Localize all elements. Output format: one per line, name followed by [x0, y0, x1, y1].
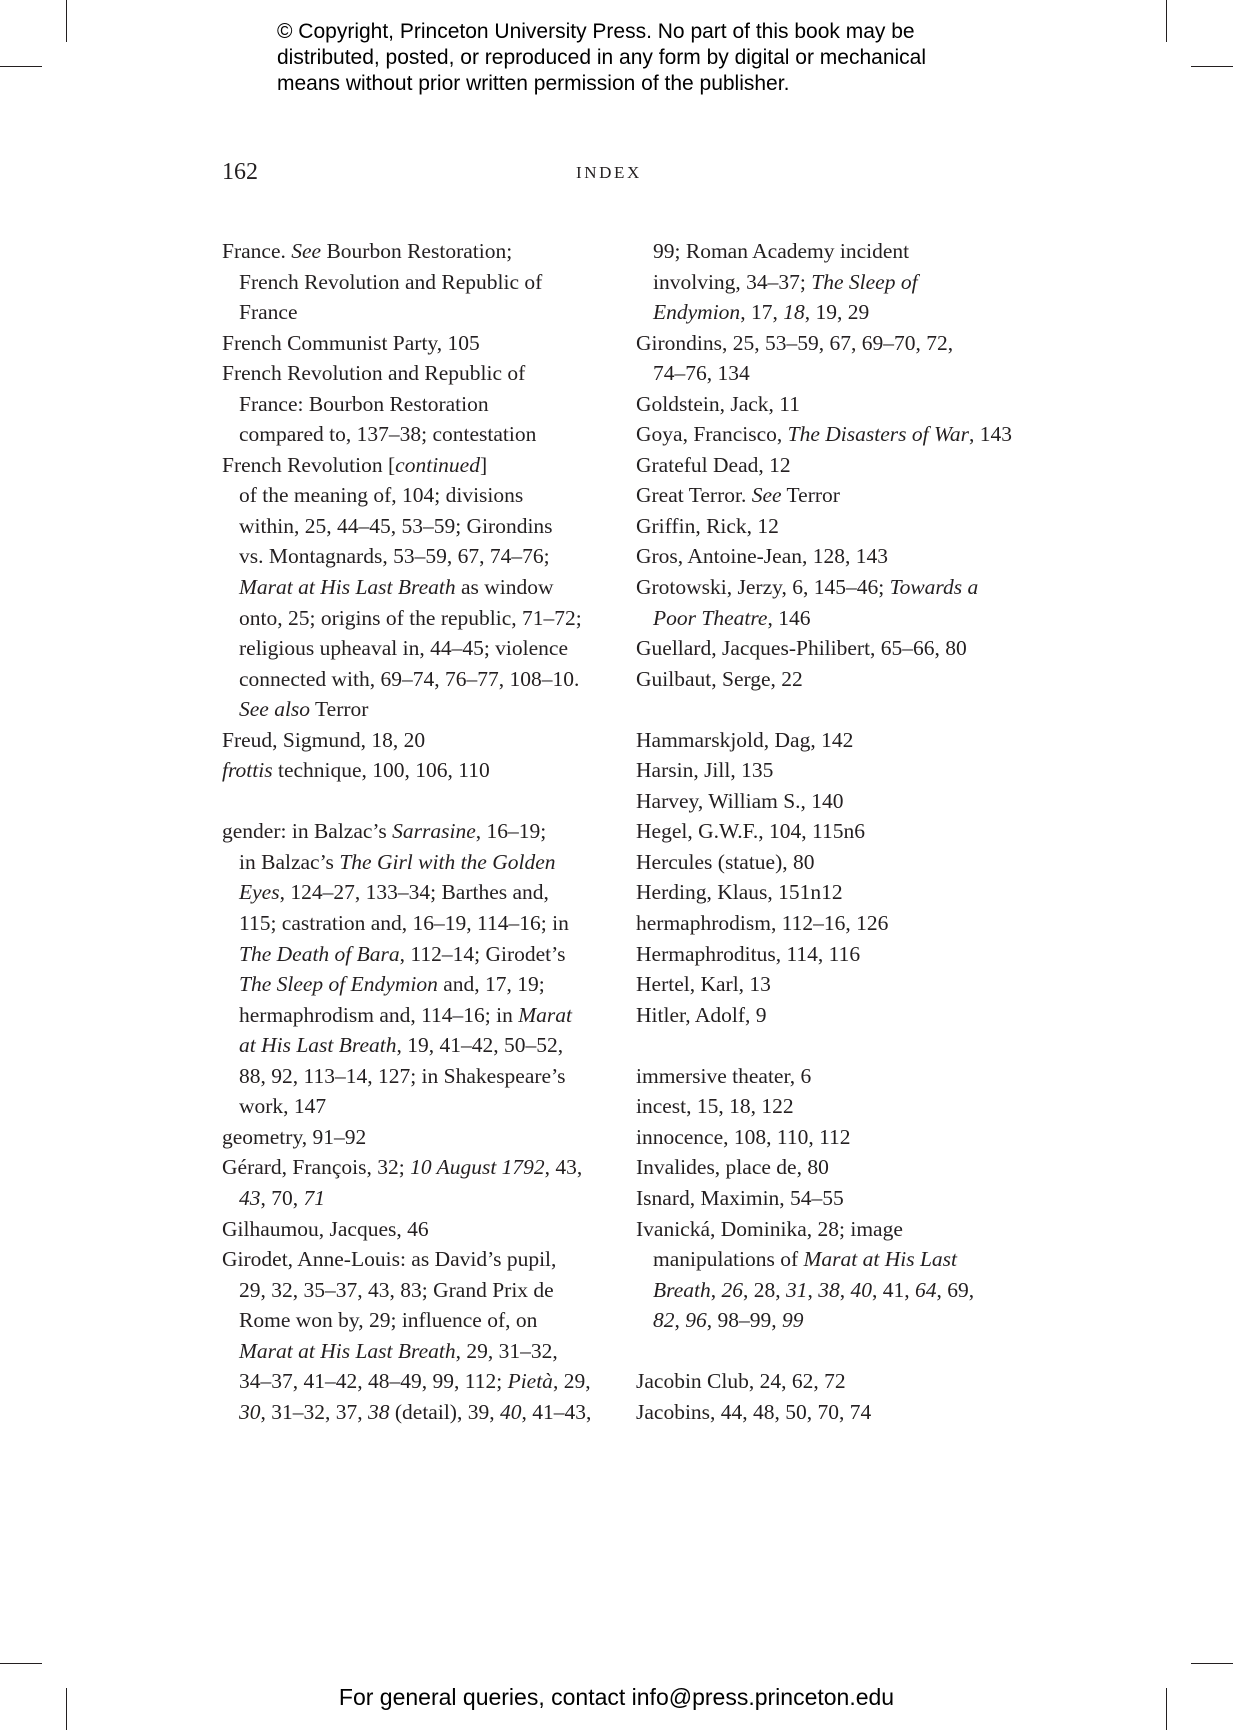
index-italic-text: 31 — [785, 1277, 808, 1302]
index-text: Grotowski, Jerzy, 6, 145–46; — [636, 575, 890, 600]
index-entry — [636, 633, 1036, 664]
index-entry-continuation — [222, 1305, 622, 1336]
index-text: of the meaning of, 104; divisions — [239, 483, 524, 508]
index-italic-text: 26 — [721, 1277, 743, 1302]
index-entry — [222, 1122, 622, 1153]
index-entry — [222, 328, 622, 359]
index-column-left — [222, 236, 622, 1427]
crop-mark-top-right-h — [1191, 66, 1233, 67]
index-text: , 29, 31–32, — [455, 1338, 558, 1363]
index-text: 29, 32, 35–37, 43, 83; Grand Prix de — [239, 1277, 554, 1302]
index-italic-text: 40 — [499, 1399, 522, 1424]
index-entry-continuation — [636, 1275, 1036, 1306]
index-text: , 28, — [742, 1277, 786, 1302]
index-italic-text: 38 — [818, 1277, 840, 1302]
index-text: , — [807, 1277, 819, 1302]
copyright-line: means without prior written permission of the publisher. — [277, 72, 790, 95]
index-italic-text: 18 — [783, 300, 805, 325]
index-spacer — [636, 694, 1036, 725]
index-text: hermaphrodism and, 114–16; in — [239, 1002, 519, 1027]
index-entry — [222, 816, 622, 847]
index-text: geometry, 91–92 — [222, 1124, 367, 1149]
index-entry — [636, 572, 1036, 603]
index-italic-text: Sarrasine — [392, 819, 476, 844]
index-entry — [636, 664, 1036, 695]
index-text: French Revolution and Republic of — [222, 361, 526, 386]
index-text: Goya, Francisco, — [636, 422, 788, 447]
index-italic-text: continued — [395, 452, 480, 477]
index-text: Bourbon Restoration; — [321, 239, 513, 263]
index-text: , 143 — [969, 422, 1013, 447]
index-text: Gilhaumou, Jacques, 46 — [222, 1216, 429, 1241]
index-text: French Communist Party, 105 — [222, 330, 480, 355]
index-entry-continuation — [222, 572, 622, 603]
index-text: , — [710, 1277, 722, 1302]
index-text: , 43, — [544, 1155, 583, 1180]
index-italic-text: Pietà — [507, 1369, 553, 1394]
index-entry-continuation — [222, 419, 622, 450]
index-entry-continuation — [222, 847, 622, 878]
index-text: Hegel, G.W.F., 104, 115n6 — [636, 819, 865, 844]
index-spacer — [636, 1030, 1036, 1061]
index-text: (detail), 39, — [389, 1399, 500, 1424]
index-entry-continuation — [222, 1183, 622, 1214]
index-text: hermaphrodism, 112–16, 126 — [636, 911, 889, 936]
index-text: 34–37, 41–42, 48–49, 99, 112; — [239, 1369, 508, 1394]
index-text: Harvey, William S., 140 — [636, 788, 844, 813]
index-text: , — [839, 1277, 851, 1302]
index-text: connected with, 69–74, 76–77, 108–10. — [239, 666, 580, 691]
index-entry — [636, 1183, 1036, 1214]
index-entry — [636, 908, 1036, 939]
index-text: Great Terror. — [636, 483, 752, 508]
index-entry — [636, 1061, 1036, 1092]
index-entry — [636, 541, 1036, 572]
index-text: compared to, 137–38; contestation — [239, 422, 537, 447]
index-entry — [636, 816, 1036, 847]
index-italic-text: Towards a — [889, 575, 979, 600]
index-italic-text: Marat — [518, 1002, 573, 1027]
index-entry — [222, 725, 622, 756]
index-entry — [636, 847, 1036, 878]
index-entry-continuation — [636, 1244, 1036, 1275]
footer-contact: For general queries, contact info@press.princeton.edu — [338, 1684, 895, 1710]
index-entry-continuation — [222, 389, 622, 420]
index-italic-text: See — [291, 239, 322, 263]
index-text: Guellard, Jacques-Philibert, 65–66, 80 — [636, 636, 967, 661]
index-entry-continuation — [222, 1000, 622, 1031]
index-entry-continuation — [222, 480, 622, 511]
index-italic-text: The Sleep of Endymion — [239, 972, 438, 997]
index-text: , 124–27, 133–34; Barthes and, — [279, 880, 549, 905]
index-entry — [222, 236, 622, 267]
index-entry — [222, 1214, 622, 1245]
index-entry — [636, 939, 1036, 970]
index-entry-continuation — [222, 267, 622, 298]
index-italic-text: 30 — [239, 1399, 261, 1424]
index-text: Griffin, Rick, 12 — [636, 513, 779, 538]
index-entry-continuation — [222, 1091, 622, 1122]
index-italic-text: 43 — [239, 1185, 261, 1210]
index-entry — [636, 419, 1036, 450]
index-italic-text: frottis — [222, 758, 273, 783]
index-text: 99; Roman Academy incident — [653, 239, 910, 263]
index-italic-text: 64 — [914, 1277, 937, 1302]
index-text: immersive theater, 6 — [636, 1063, 812, 1088]
index-italic-text: 99 — [782, 1308, 804, 1333]
index-text: technique, 100, 106, 110 — [272, 758, 490, 783]
index-italic-text: The Disasters of War — [787, 422, 970, 447]
copyright-notice — [277, 19, 1037, 97]
index-column-right — [636, 236, 1036, 1427]
index-entry-continuation — [636, 236, 1036, 267]
index-entry-continuation — [222, 877, 622, 908]
index-text: gender: in Balzac’s — [222, 819, 393, 844]
index-text: Harsin, Jill, 135 — [636, 758, 774, 783]
index-text: innocence, 108, 110, 112 — [636, 1124, 851, 1149]
index-entry — [222, 358, 622, 389]
index-text: ] — [479, 452, 488, 477]
index-italic-text: 96 — [685, 1308, 707, 1333]
index-entry — [636, 389, 1036, 420]
index-text: within, 25, 44–45, 53–59; Girondins — [239, 513, 553, 538]
index-italic-text: 38 — [368, 1399, 390, 1424]
index-entry — [636, 1366, 1036, 1397]
index-text: Goldstein, Jack, 11 — [636, 391, 801, 416]
index-italic-text: Poor Theatre — [653, 605, 768, 630]
index-text: and, 17, 19; — [437, 972, 545, 997]
index-entry-continuation — [222, 1061, 622, 1092]
index-text: , — [674, 1308, 686, 1333]
index-text: Jacobins, 44, 48, 50, 70, 74 — [636, 1399, 872, 1424]
index-entry — [636, 1000, 1036, 1031]
index-entry-continuation — [222, 939, 622, 970]
index-entry-continuation — [222, 541, 622, 572]
index-text: Hitler, Adolf, 9 — [636, 1002, 767, 1027]
index-text: , 17, — [740, 300, 784, 325]
crop-mark-bottom-left-h — [0, 1663, 42, 1664]
index-text: 115; castration and, 16–19, 114–16; in — [239, 911, 569, 936]
index-entry-continuation — [222, 664, 622, 695]
index-italic-text: at His Last Breath — [239, 1033, 397, 1058]
index-entry-continuation — [222, 969, 622, 1000]
index-italic-text: 40 — [850, 1277, 872, 1302]
index-text: Herding, Klaus, 151n12 — [636, 880, 843, 905]
index-italic-text: Endymion — [653, 300, 741, 325]
index-text: , 98–99, — [706, 1308, 782, 1333]
index-text: France — [239, 300, 298, 325]
index-text: as window — [455, 575, 554, 600]
index-entry — [636, 1091, 1036, 1122]
index-spacer — [222, 786, 622, 817]
index-text: France. — [222, 239, 292, 263]
index-italic-text: Marat at His Last — [803, 1247, 957, 1272]
index-entry-continuation — [222, 1366, 622, 1397]
copyright-line: © Copyright, Princeton University Press. No part of this book may be — [277, 20, 915, 43]
index-text: , 70, — [260, 1185, 304, 1210]
index-entry-continuation — [222, 511, 622, 542]
index-text: involving, 34–37; — [653, 269, 812, 294]
index-entry — [636, 450, 1036, 481]
index-entry-continuation — [636, 267, 1036, 298]
index-text: Hammarskjold, Dag, 142 — [636, 727, 854, 752]
index-text: French Revolution [ — [222, 452, 396, 477]
index-italic-text: The Girl with the Golden — [339, 849, 556, 874]
index-italic-text: 82 — [653, 1308, 675, 1333]
index-entry — [636, 786, 1036, 817]
index-text: , 29, — [552, 1369, 591, 1394]
index-text: Terror — [310, 697, 369, 722]
index-italic-text: The Sleep of — [811, 269, 918, 294]
index-text: Hermaphroditus, 114, 116 — [636, 941, 861, 966]
index-entry-continuation — [222, 1275, 622, 1306]
index-entry — [222, 755, 622, 786]
index-text: Girondins, 25, 53–59, 67, 69–70, 72, — [636, 330, 954, 355]
index-text: , 41, — [871, 1277, 915, 1302]
index-entry — [636, 1397, 1036, 1428]
index-entry — [636, 1122, 1036, 1153]
index-italic-text: Eyes — [239, 880, 280, 905]
index-text: Guilbaut, Serge, 22 — [636, 666, 803, 691]
index-italic-text: See — [751, 483, 782, 508]
index-text: vs. Montagnards, 53–59, 67, 74–76; — [239, 544, 550, 569]
index-text: Grateful Dead, 12 — [636, 452, 791, 477]
index-text: , 16–19; — [475, 819, 547, 844]
index-text: , 19, 41–42, 50–52, — [396, 1033, 564, 1058]
index-text: Rome won by, 29; influence of, on — [239, 1308, 538, 1333]
index-entry — [636, 1214, 1036, 1245]
index-text: 74–76, 134 — [653, 361, 750, 386]
index-text: Freud, Sigmund, 18, 20 — [222, 727, 426, 752]
index-text: 88, 92, 113–14, 127; in Shakespeare’s — [239, 1063, 566, 1088]
index-text: in Balzac’s — [239, 849, 340, 874]
index-text: incest, 15, 18, 122 — [636, 1094, 794, 1119]
index-entry-continuation — [636, 1305, 1036, 1336]
index-text: Isnard, Maximin, 54–55 — [636, 1185, 844, 1210]
index-text: religious upheaval in, 44–45; violence — [239, 636, 568, 661]
index-entry-continuation — [222, 1030, 622, 1061]
index-entry — [636, 755, 1036, 786]
crop-mark-top-left-h — [0, 66, 42, 67]
index-entry — [222, 1244, 622, 1275]
index-text: Hertel, Karl, 13 — [636, 972, 771, 997]
index-italic-text: The Death of Bara — [239, 941, 400, 966]
index-entry-continuation — [222, 1336, 622, 1367]
index-text: , 19, 29 — [804, 300, 870, 325]
index-italic-text: Marat at His Last Breath — [239, 1338, 456, 1363]
index-text: Hercules (statue), 80 — [636, 849, 815, 874]
index-entry — [636, 511, 1036, 542]
crop-mark-top-left — [66, 0, 67, 42]
index-entry-continuation — [222, 603, 622, 634]
index-italic-text: 10 August 1792 — [410, 1155, 545, 1180]
index-text: , 31–32, 37, — [260, 1399, 368, 1424]
index-text: French Revolution and Republic of — [239, 269, 543, 294]
index-italic-text: Breath — [653, 1277, 711, 1302]
crop-mark-bottom-right-h — [1191, 1663, 1233, 1664]
crop-mark-top-right — [1166, 0, 1167, 42]
index-text: Jacobin Club, 24, 62, 72 — [636, 1369, 846, 1394]
index-italic-text: Marat at His Last Breath — [239, 575, 456, 600]
index-text: , 112–14; Girodet’s — [399, 941, 566, 966]
index-entry-continuation — [222, 633, 622, 664]
index-text: , 69, — [936, 1277, 975, 1302]
index-text: , 41–43, — [521, 1399, 592, 1424]
index-entry-continuation — [636, 603, 1036, 634]
index-entry — [222, 1152, 622, 1183]
running-head: INDEX — [576, 163, 642, 182]
index-text: Girodet, Anne-Louis: as David’s pupil, — [222, 1247, 557, 1272]
index-text: France: Bourbon Restoration — [239, 391, 489, 416]
index-spacer — [636, 1336, 1036, 1367]
index-italic-text: See also — [239, 697, 311, 722]
copyright-line: distributed, posted, or reproduced in any form by digital or mechanical — [277, 46, 927, 69]
index-entry — [636, 1152, 1036, 1183]
index-text: Invalides, place de, 80 — [636, 1155, 829, 1180]
index-text: onto, 25; origins of the republic, 71–72; — [239, 605, 582, 630]
index-entry-continuation — [222, 908, 622, 939]
index-entry-continuation — [636, 297, 1036, 328]
index-text: manipulations of — [653, 1247, 804, 1272]
index-entry-continuation — [222, 694, 622, 725]
index-italic-text: 71 — [303, 1185, 325, 1210]
index-text: Ivanická, Dominika, 28; image — [636, 1216, 903, 1241]
page-number: 162 — [222, 159, 258, 185]
index-entry — [222, 450, 622, 481]
index-text: Gérard, François, 32; — [222, 1155, 411, 1180]
index-entry — [636, 480, 1036, 511]
index-text: Terror — [781, 483, 840, 508]
index-entry-continuation — [636, 358, 1036, 389]
index-entry-continuation — [222, 297, 622, 328]
index-text: Gros, Antoine-Jean, 128, 143 — [636, 544, 888, 569]
index-entry — [636, 969, 1036, 1000]
index-text: work, 147 — [239, 1094, 327, 1119]
index-entry — [636, 328, 1036, 359]
index-entry — [636, 725, 1036, 756]
index-entry — [636, 877, 1036, 908]
index-text: , 146 — [767, 605, 811, 630]
index-entry-continuation — [222, 1397, 622, 1428]
